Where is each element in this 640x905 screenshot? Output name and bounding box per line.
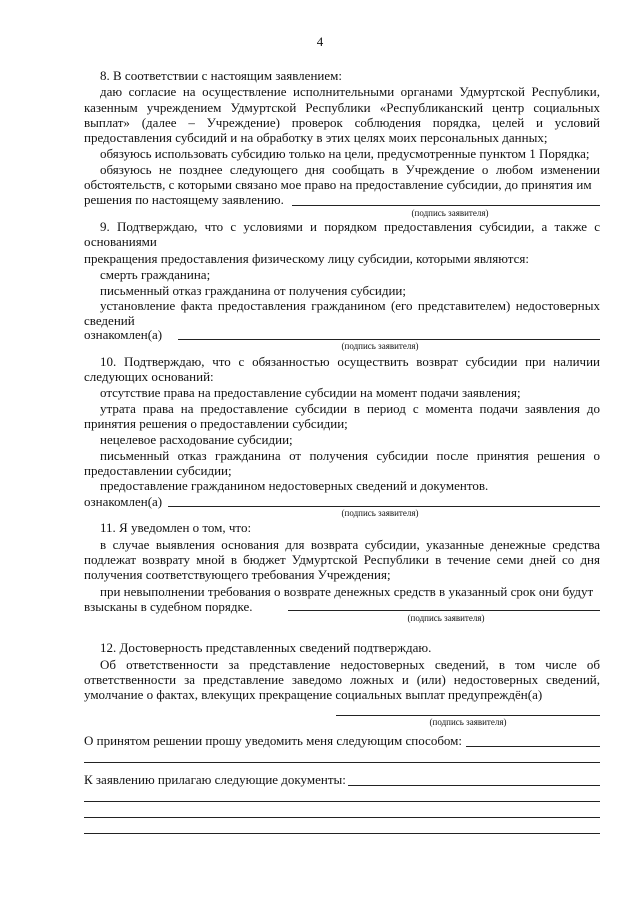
attached-documents-field[interactable] [84,833,600,834]
section-9-line: сведений [84,313,135,328]
section-8-line: обязуюсь использовать субсидию только на цели, предусмотренные пунктом 1 Порядка; [100,146,590,161]
section-8-line: даю согласие на осуществление исполнительными органами Удмуртской Республики, [100,84,600,99]
section-8-line: казенным учреждением Удмуртской Республики «Республиканский центр социальных [84,100,600,115]
attached-documents-label: К заявлению прилагаю следующие документы: [84,772,346,787]
section-10-line: письменный отказ гражданина от получения субсидии после принятия решения о [100,448,600,463]
section-11-line: в случае выявления основания для возврата субсидии, указанные денежные средства [100,537,600,552]
section-10-line: утрата права на предоставление субсидии в период с момента подачи заявления до [100,401,600,416]
section-10-line: принятия решения о предоставлении субсидии; [84,416,348,431]
section-9-line: письменный отказ гражданина от получения субсидии; [100,283,407,298]
acquainted-label: ознакомлен(а) [84,327,163,342]
section-8-line: предоставления субсидий и на обработку в этих целях моих персональных данных; [84,130,548,145]
notify-method-label: О принятом решении прошу уведомить меня следующим способом: [84,733,463,748]
section-10-line: предоставлении субсидии; [84,463,232,478]
notify-method-field[interactable] [466,746,600,747]
section-8-line: обязуюсь не позднее следующего дня сообщать в Учреждение о любом изменении [100,162,600,177]
signature-line[interactable] [336,715,600,716]
signature-line[interactable] [168,506,600,507]
section-12-line: 12. Достоверность представленных сведений подтверждаю. [100,640,432,655]
section-10-line: 10. Подтверждаю, что с обязанностью осуществить возврат субсидии при наличии [100,354,600,369]
section-10-line: следующих оснований: [84,369,214,384]
acquainted-label: ознакомлен(а) [84,494,163,509]
section-10-line: предоставление гражданином недостоверных сведений и документов. [100,478,489,493]
section-12-line: Об ответственности за представление недостоверных сведений, в том числе об [100,657,600,672]
section-11-line: подлежат возврату мной в бюджет Удмуртской Республики в течение семи дней со дня [84,552,600,567]
section-8-heading: 8. В соответствии с настоящим заявлением: [100,68,342,83]
section-12-line: ответственности за представление заведомо ложных и (или) недостоверных сведений, [84,672,600,687]
signature-line[interactable] [292,205,600,206]
signature-caption: (подпись заявителя) [429,717,507,727]
section-9-line: установление факта предоставления гражданином (его представителем) недостоверных [100,298,600,313]
section-8-line: решения по настоящему заявлению. [84,192,284,207]
section-12-line: умолчание о фактах, влекущих прекращение социальных выплат предупреждён(а) [84,687,543,702]
section-11-line: получения соответствующего требования Учреждения; [84,567,391,582]
section-9-line: основаниями [84,234,157,249]
notify-method-field[interactable] [84,762,600,763]
section-9-line: прекращения предоставления физическому лицу субсидии, которыми являются: [84,251,530,266]
section-11-line: взысканы в судебном порядке. [84,599,253,614]
section-11-line: при невыполнении требования о возврате денежных средств в указанный срок они будут [100,584,594,599]
signature-caption: (подпись заявителя) [411,208,489,218]
section-9-line: 9. Подтверждаю, что с условиями и порядком предоставления субсидии, а также с [100,219,600,234]
section-11-line: 11. Я уведомлен о том, что: [100,520,252,535]
attached-documents-field[interactable] [84,801,600,802]
page-number: 4 [316,34,324,49]
section-9-line: смерть гражданина; [100,267,211,282]
attached-documents-field[interactable] [84,817,600,818]
signature-caption: (подпись заявителя) [341,341,419,351]
signature-caption: (подпись заявителя) [407,613,485,623]
section-10-line: отсутствие права на предоставление субсидии на момент подачи заявления; [100,385,521,400]
attached-documents-field[interactable] [348,785,600,786]
signature-line[interactable] [178,339,600,340]
signature-caption: (подпись заявителя) [341,508,419,518]
section-8-line: выплат» (далее – Учреждение) проверок соблюдения порядка, целей и условий [84,115,600,130]
signature-line[interactable] [288,610,600,611]
section-10-line: нецелевое расходование субсидии; [100,432,293,447]
section-8-line: обстоятельств, с которыми связано мое право на предоставление субсидии, до принятия им [84,177,592,192]
